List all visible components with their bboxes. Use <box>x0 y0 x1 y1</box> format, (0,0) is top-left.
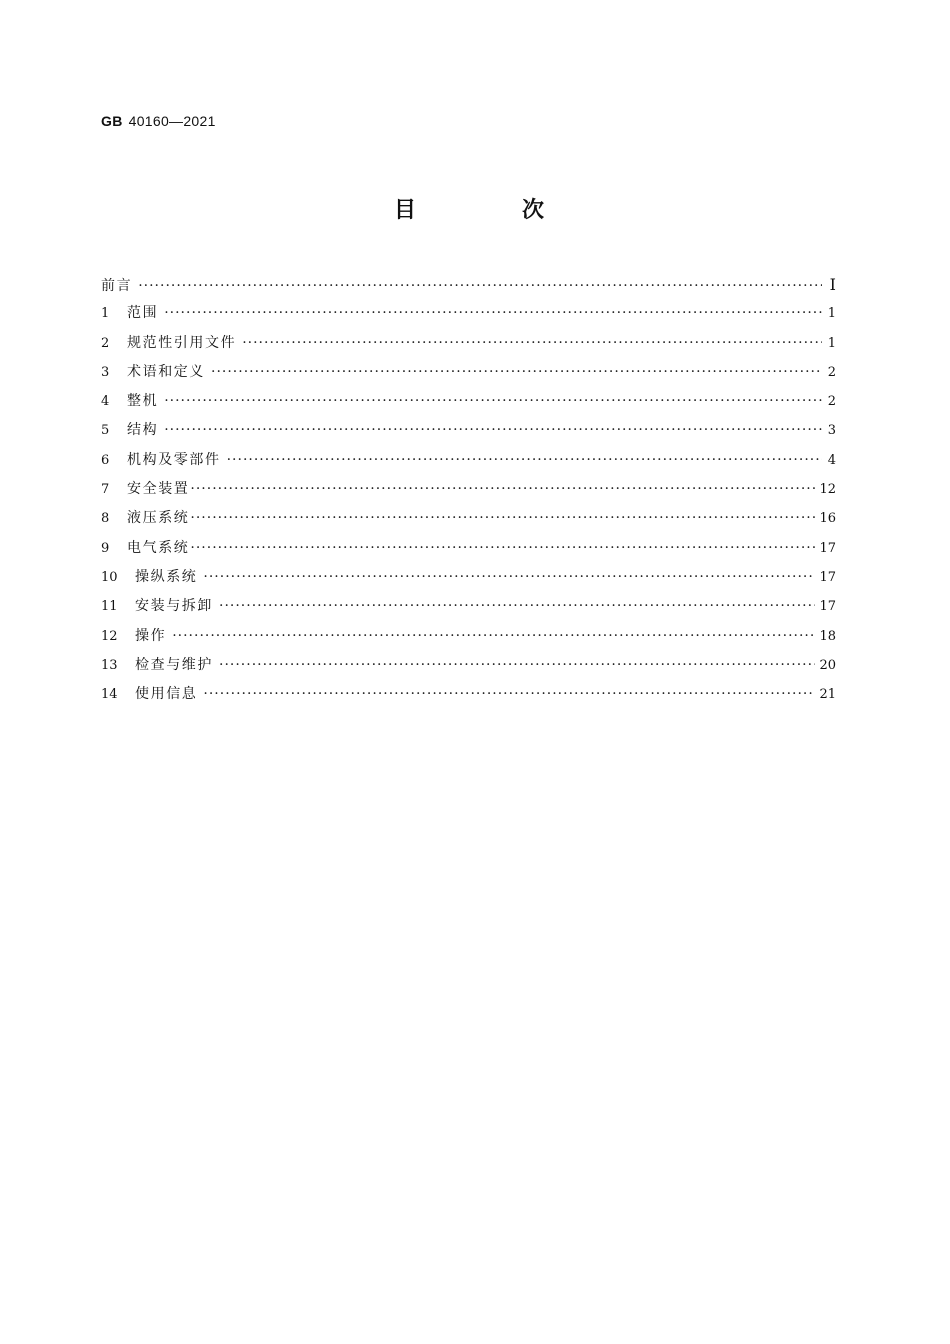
toc-leader-dots <box>190 475 815 504</box>
toc-entry-label: 整机 <box>127 393 159 410</box>
toc-leader-dots <box>227 446 822 475</box>
toc-entry-8[interactable] <box>101 504 836 533</box>
toc-title: 目 次 <box>393 198 586 223</box>
toc-entry-number: 14 <box>101 687 118 703</box>
toc-entry-number: 9 <box>101 540 110 556</box>
toc-entry-number: 3 <box>101 364 110 380</box>
toc-entry-number: 2 <box>101 335 110 351</box>
standard-prefix: GB <box>101 113 123 129</box>
toc-entry-foreword[interactable] <box>101 270 836 299</box>
toc-entry-page: 1 <box>827 335 836 351</box>
toc-entry-page: 17 <box>819 569 836 585</box>
toc-entry-10[interactable] <box>101 563 836 592</box>
toc-entry-label: 电气系统 <box>127 539 190 556</box>
toc-entry-label: 安全装置 <box>127 481 190 498</box>
toc-entry-number: 6 <box>101 452 110 468</box>
toc-leader-dots <box>190 504 815 533</box>
toc-entry-13[interactable] <box>101 651 836 680</box>
toc-entry-number: 1 <box>101 306 110 322</box>
toc-leader-dots <box>203 680 815 709</box>
toc-entry-page: 4 <box>827 452 836 468</box>
toc-entry-14[interactable] <box>101 680 836 709</box>
toc-entry-page: 2 <box>827 394 836 410</box>
toc-entry-6[interactable] <box>101 446 836 475</box>
toc-entry-11[interactable] <box>101 592 836 621</box>
toc-entry-page: 12 <box>819 482 836 498</box>
toc-entry-label: 使用信息 <box>135 686 198 703</box>
table-of-contents <box>101 270 836 709</box>
toc-entry-4[interactable] <box>101 387 836 416</box>
toc-entry-number: 10 <box>101 569 118 585</box>
toc-entry-page: 20 <box>819 657 836 673</box>
toc-entry-label: 操作 <box>135 627 167 644</box>
toc-entry-page: 18 <box>819 628 836 644</box>
toc-entry-page: 17 <box>819 540 836 556</box>
toc-entry-page: I <box>829 275 836 294</box>
toc-entry-5[interactable] <box>101 416 836 445</box>
toc-leader-dots <box>211 358 822 387</box>
toc-entry-1[interactable] <box>101 299 836 328</box>
toc-leader-dots <box>138 272 822 301</box>
toc-leader-dots <box>164 299 822 328</box>
toc-entry-label: 安装与拆卸 <box>135 598 213 615</box>
toc-entry-number: 4 <box>101 394 110 410</box>
toc-entry-page: 2 <box>827 364 836 380</box>
toc-entry-page: 21 <box>819 687 836 703</box>
toc-leader-dots <box>242 329 822 358</box>
toc-entry-number: 5 <box>101 423 110 439</box>
toc-entry-label: 检查与维护 <box>135 656 213 673</box>
toc-entry-label: 规范性引用文件 <box>127 334 237 351</box>
toc-entry-number: 12 <box>101 628 118 644</box>
toc-entry-label: 前言 <box>101 278 133 294</box>
toc-leader-dots <box>164 416 822 445</box>
toc-entry-12[interactable] <box>101 622 836 651</box>
toc-leader-dots <box>203 563 815 592</box>
toc-leader-dots <box>190 534 815 563</box>
toc-leader-dots <box>164 387 822 416</box>
toc-leader-dots <box>219 592 815 621</box>
toc-entry-page: 1 <box>827 306 836 322</box>
toc-entry-2[interactable] <box>101 329 836 358</box>
standard-number: 40160—2021 <box>128 113 216 129</box>
toc-entry-9[interactable] <box>101 534 836 563</box>
toc-entry-7[interactable] <box>101 475 836 504</box>
toc-leader-dots <box>219 651 815 680</box>
toc-entry-number: 13 <box>101 657 118 673</box>
standard-code <box>101 113 216 129</box>
toc-entry-page: 3 <box>827 423 836 439</box>
toc-entry-number: 7 <box>101 482 110 498</box>
toc-entry-page: 17 <box>819 599 836 615</box>
toc-entry-label: 液压系统 <box>127 510 190 527</box>
toc-entry-3[interactable] <box>101 358 836 387</box>
toc-entry-label: 操纵系统 <box>135 568 198 585</box>
toc-entry-label: 结构 <box>127 422 159 439</box>
toc-entry-number: 8 <box>101 511 110 527</box>
toc-entry-label: 机构及零部件 <box>127 451 221 468</box>
toc-entry-label: 范围 <box>127 305 159 322</box>
toc-entry-number: 11 <box>101 599 118 615</box>
toc-leader-dots <box>172 622 815 651</box>
toc-entry-label: 术语和定义 <box>127 363 205 380</box>
toc-entry-page: 16 <box>819 511 836 527</box>
